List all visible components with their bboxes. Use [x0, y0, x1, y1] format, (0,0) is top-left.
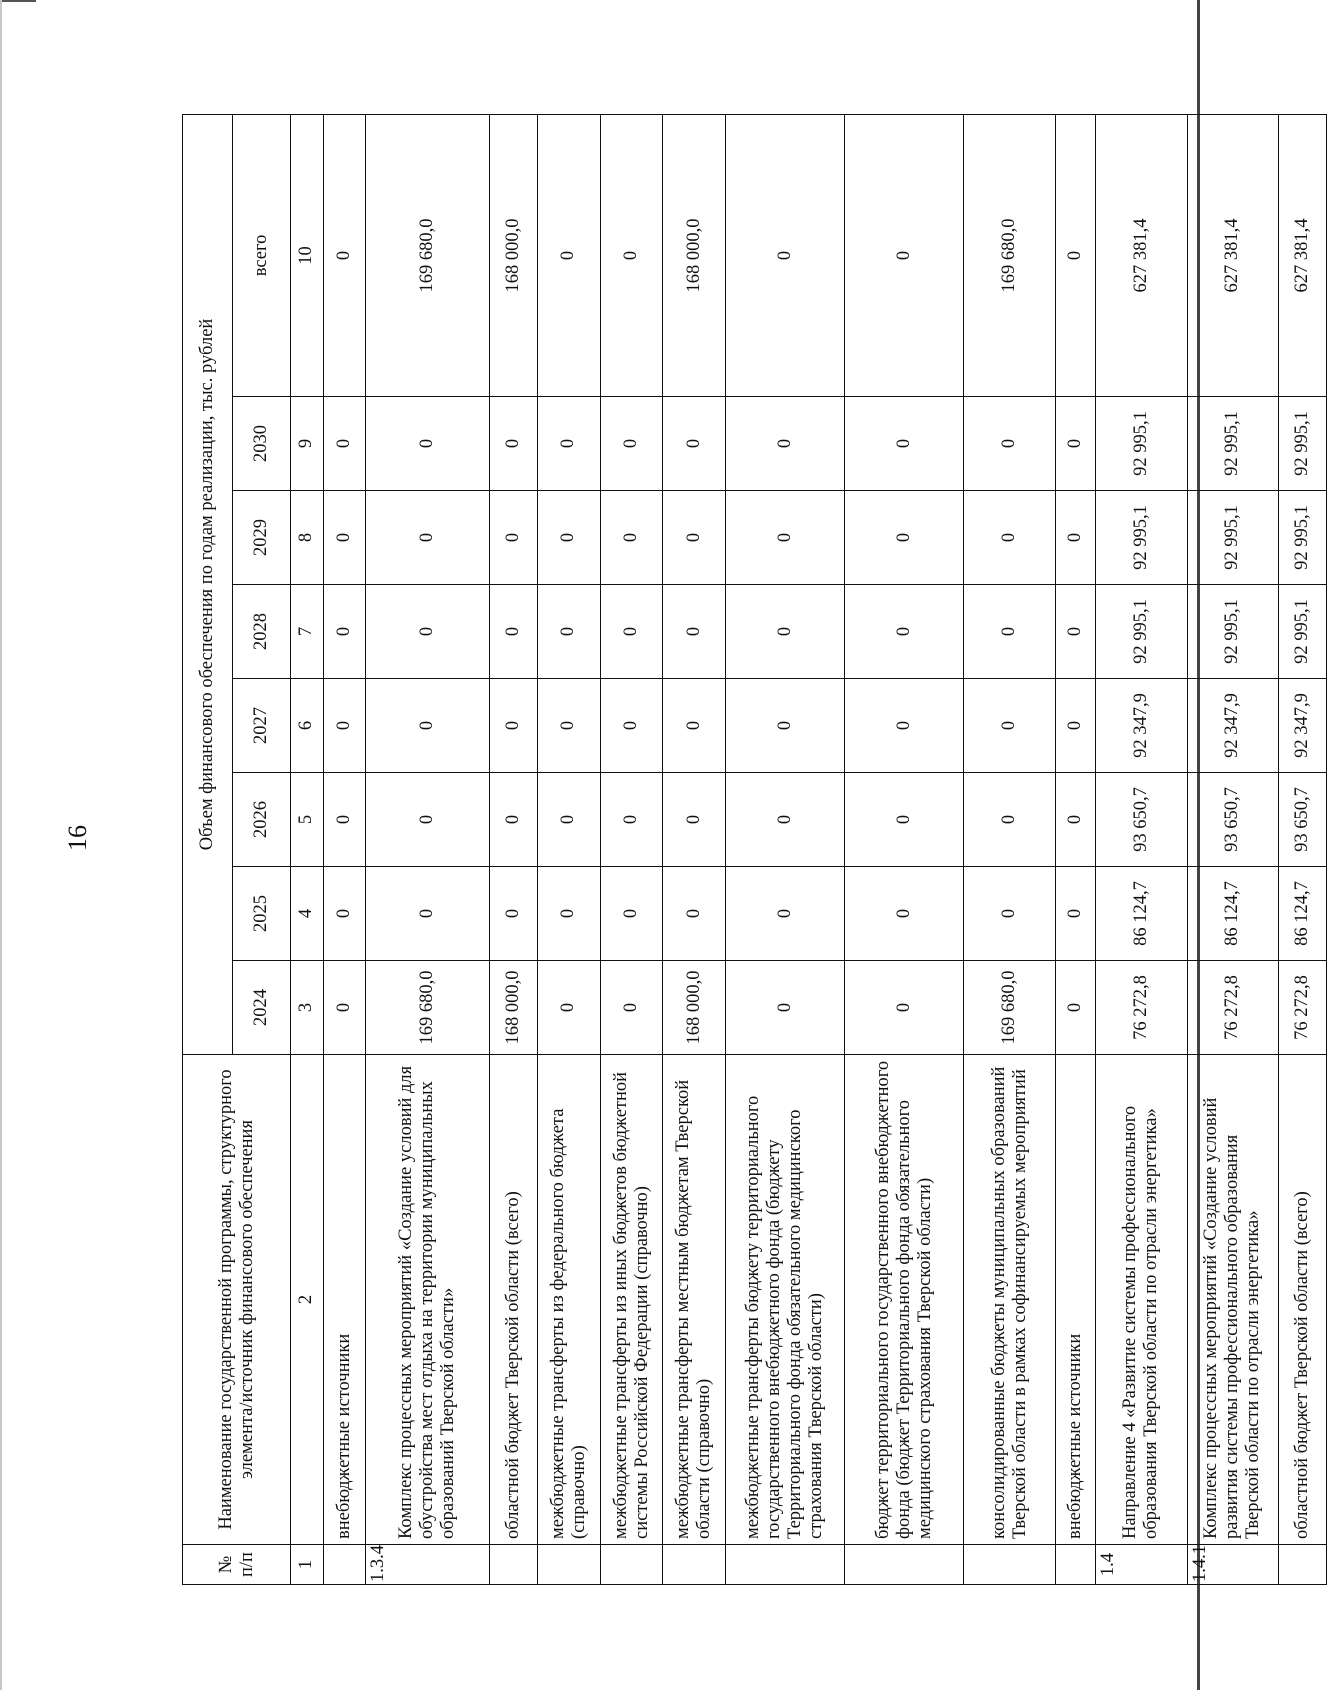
value-cell: 76 272,8	[1279, 961, 1327, 1055]
row-name: Комплекс процессных мероприятий «Создание условий для обустройства мест отдыха на территории муниципальных образований Тверской области»	[366, 1055, 490, 1545]
value-cell: 169 680,0	[366, 961, 490, 1055]
value-cell: 0	[323, 585, 366, 679]
header-year: 2027	[233, 679, 291, 773]
index-cell: 2	[291, 1055, 324, 1545]
value-cell: 76 272,8	[1096, 961, 1188, 1055]
index-cell: 4	[291, 867, 324, 961]
header-name: Наименование государственной программы, структурного элемента/источник финансового обеспечения	[183, 1055, 291, 1545]
value-cell: 0	[845, 491, 964, 585]
value-cell: 0	[490, 679, 538, 773]
value-cell: 0	[726, 867, 845, 961]
value-cell: 0	[726, 585, 845, 679]
row-code	[323, 1545, 366, 1585]
index-cell: 7	[291, 585, 324, 679]
row-name: консолидированные бюджеты муниципальных образований Тверской области в рамках софинансируемых мероприятий	[964, 1055, 1056, 1545]
value-cell: 0	[366, 773, 490, 867]
value-cell: 0	[600, 867, 663, 961]
value-cell: 0	[964, 773, 1056, 867]
value-cell: 0	[600, 491, 663, 585]
row-name: областной бюджет Тверской области (всего)	[490, 1055, 538, 1545]
value-cell: 0	[366, 397, 490, 491]
index-cell: 6	[291, 679, 324, 773]
value-cell: 86 124,7	[1279, 867, 1327, 961]
value-cell: 0	[538, 961, 601, 1055]
value-cell: 0	[600, 773, 663, 867]
value-cell: 0	[366, 585, 490, 679]
scan-edge	[0, 0, 36, 2]
value-cell: 0	[538, 491, 601, 585]
value-cell: 0	[490, 773, 538, 867]
value-cell: 0	[538, 585, 601, 679]
row-name: межбюджетные трансферты из федерального бюджета (справочно)	[538, 1055, 601, 1545]
table-row	[600, 114, 663, 1584]
value-cell: 0	[663, 397, 726, 491]
value-cell: 0	[323, 397, 366, 491]
value-cell: 169 680,0	[366, 114, 490, 396]
index-cell: 1	[291, 1545, 324, 1585]
value-cell: 0	[1056, 961, 1096, 1055]
scan-edge	[0, 0, 2, 1690]
value-cell: 169 680,0	[964, 961, 1056, 1055]
row-name: внебюджетные источники	[323, 1055, 366, 1545]
value-cell: 0	[323, 114, 366, 396]
row-name: Направление 4 «Развитие системы профессионального образования Тверской области по отрасли энергетика»	[1096, 1055, 1188, 1545]
row-code	[845, 1545, 964, 1585]
value-cell: 0	[366, 679, 490, 773]
header-total: всего	[233, 114, 291, 396]
rotated-table-container	[182, 115, 1327, 1585]
header-year: 2030	[233, 397, 291, 491]
table-row	[1279, 114, 1327, 1584]
value-cell: 93 650,7	[1096, 773, 1188, 867]
value-cell: 0	[726, 773, 845, 867]
value-cell: 0	[663, 867, 726, 961]
row-code	[726, 1545, 845, 1585]
financing-table	[182, 114, 1327, 1585]
header-group: Объем финансового обеспечения по годам реализации, тыс. рублей	[183, 114, 233, 1054]
value-cell: 0	[964, 491, 1056, 585]
value-cell: 0	[845, 867, 964, 961]
value-cell: 0	[1056, 397, 1096, 491]
row-name: внебюджетные источники	[1056, 1055, 1096, 1545]
value-cell: 0	[1056, 679, 1096, 773]
value-cell: 627 381,4	[1096, 114, 1188, 396]
value-cell: 168 000,0	[490, 114, 538, 396]
table-row	[538, 114, 601, 1584]
index-cell: 10	[291, 114, 324, 396]
value-cell: 0	[726, 961, 845, 1055]
value-cell: 0	[366, 867, 490, 961]
value-cell: 0	[845, 585, 964, 679]
row-code	[490, 1545, 538, 1585]
table-row	[1096, 114, 1188, 1584]
value-cell: 0	[964, 867, 1056, 961]
value-cell: 0	[726, 491, 845, 585]
value-cell: 627 381,4	[1279, 114, 1327, 396]
row-code	[1056, 1545, 1096, 1585]
value-cell: 0	[964, 397, 1056, 491]
index-cell: 5	[291, 773, 324, 867]
table-row	[1187, 114, 1279, 1584]
value-cell: 0	[964, 679, 1056, 773]
row-name: межбюджетные трансферты из иных бюджетов бюджетной системы Российской Федерации (справочно)	[600, 1055, 663, 1545]
value-cell: 0	[663, 585, 726, 679]
table-row	[366, 114, 490, 1584]
row-code	[964, 1545, 1056, 1585]
value-cell: 76 272,8	[1187, 961, 1279, 1055]
header-year: 2025	[233, 867, 291, 961]
value-cell: 0	[726, 397, 845, 491]
table-row	[663, 114, 726, 1584]
value-cell: 0	[323, 961, 366, 1055]
table-row	[490, 114, 538, 1584]
value-cell: 92 995,1	[1279, 585, 1327, 679]
value-cell: 92 995,1	[1187, 491, 1279, 585]
value-cell: 92 347,9	[1187, 679, 1279, 773]
header-year: 2029	[233, 491, 291, 585]
row-name: областной бюджет Тверской области (всего)	[1279, 1055, 1327, 1545]
value-cell: 0	[538, 114, 601, 396]
value-cell: 93 650,7	[1187, 773, 1279, 867]
value-cell: 92 995,1	[1096, 585, 1188, 679]
value-cell: 0	[845, 773, 964, 867]
index-row	[291, 114, 324, 1584]
value-cell: 0	[538, 397, 601, 491]
value-cell: 0	[490, 491, 538, 585]
header-year: 2028	[233, 585, 291, 679]
row-code: 1.4.1	[1187, 1545, 1279, 1585]
value-cell: 0	[538, 773, 601, 867]
row-name: межбюджетные трансферты местным бюджетам Тверской области (справочно)	[663, 1055, 726, 1545]
row-code	[600, 1545, 663, 1585]
value-cell: 0	[490, 397, 538, 491]
table-row	[845, 114, 964, 1584]
value-cell: 0	[323, 679, 366, 773]
value-cell: 92 995,1	[1187, 397, 1279, 491]
value-cell: 0	[323, 491, 366, 585]
value-cell: 92 995,1	[1279, 397, 1327, 491]
index-cell: 8	[291, 491, 324, 585]
value-cell: 0	[1056, 585, 1096, 679]
value-cell: 168 000,0	[663, 114, 726, 396]
row-code: 1.3.4	[366, 1545, 490, 1585]
value-cell: 0	[1056, 773, 1096, 867]
value-cell: 0	[600, 114, 663, 396]
value-cell: 0	[490, 585, 538, 679]
table-row	[323, 114, 366, 1584]
value-cell: 0	[1056, 867, 1096, 961]
value-cell: 0	[964, 585, 1056, 679]
value-cell: 0	[366, 491, 490, 585]
header-num: № п/п	[183, 1545, 291, 1585]
value-cell: 0	[600, 585, 663, 679]
value-cell: 92 347,9	[1279, 679, 1327, 773]
value-cell: 0	[323, 867, 366, 961]
row-name: бюджет территориального государственного внебюджетного фонда (бюджет Территориального фонда обязательного медицинского страхования Тверской области)	[845, 1055, 964, 1545]
value-cell: 168 000,0	[663, 961, 726, 1055]
value-cell: 0	[538, 867, 601, 961]
value-cell: 0	[600, 961, 663, 1055]
row-name: Комплекс процессных мероприятий «Создание условий развития системы профессионального образования Тверской области по отрасли энергетика»	[1187, 1055, 1279, 1545]
value-cell: 0	[726, 114, 845, 396]
value-cell: 0	[845, 679, 964, 773]
value-cell: 0	[845, 961, 964, 1055]
value-cell: 86 124,7	[1096, 867, 1188, 961]
row-code: 1.4	[1096, 1545, 1188, 1585]
row-code	[538, 1545, 601, 1585]
row-code	[1279, 1545, 1327, 1585]
value-cell: 0	[663, 679, 726, 773]
index-cell: 9	[291, 397, 324, 491]
row-name: межбюджетные трансферты бюджету территориального государственного внебюджетного фонда (бюджету Территориального фонда обязательного медицинского страхования Тверской области)	[726, 1055, 845, 1545]
value-cell: 0	[600, 679, 663, 773]
value-cell: 0	[600, 397, 663, 491]
page-number: 16	[63, 825, 92, 851]
index-cell: 3	[291, 961, 324, 1055]
value-cell: 0	[663, 491, 726, 585]
table-row	[1056, 114, 1096, 1584]
value-cell: 168 000,0	[490, 961, 538, 1055]
value-cell: 93 650,7	[1279, 773, 1327, 867]
table-row	[964, 114, 1056, 1584]
value-cell: 0	[490, 867, 538, 961]
value-cell: 0	[663, 773, 726, 867]
header-year: 2024	[233, 961, 291, 1055]
header-year: 2026	[233, 773, 291, 867]
row-code	[663, 1545, 726, 1585]
value-cell: 92 995,1	[1096, 491, 1188, 585]
value-cell: 0	[845, 114, 964, 396]
value-cell: 0	[1056, 491, 1096, 585]
value-cell: 0	[538, 679, 601, 773]
value-cell: 627 381,4	[1187, 114, 1279, 396]
value-cell: 92 347,9	[1096, 679, 1188, 773]
table-row	[726, 114, 845, 1584]
value-cell: 0	[323, 773, 366, 867]
value-cell: 92 995,1	[1279, 491, 1327, 585]
value-cell: 86 124,7	[1187, 867, 1279, 961]
value-cell: 169 680,0	[964, 114, 1056, 396]
value-cell: 0	[1056, 114, 1096, 396]
value-cell: 0	[726, 679, 845, 773]
value-cell: 92 995,1	[1187, 585, 1279, 679]
value-cell: 92 995,1	[1096, 397, 1188, 491]
value-cell: 0	[845, 397, 964, 491]
